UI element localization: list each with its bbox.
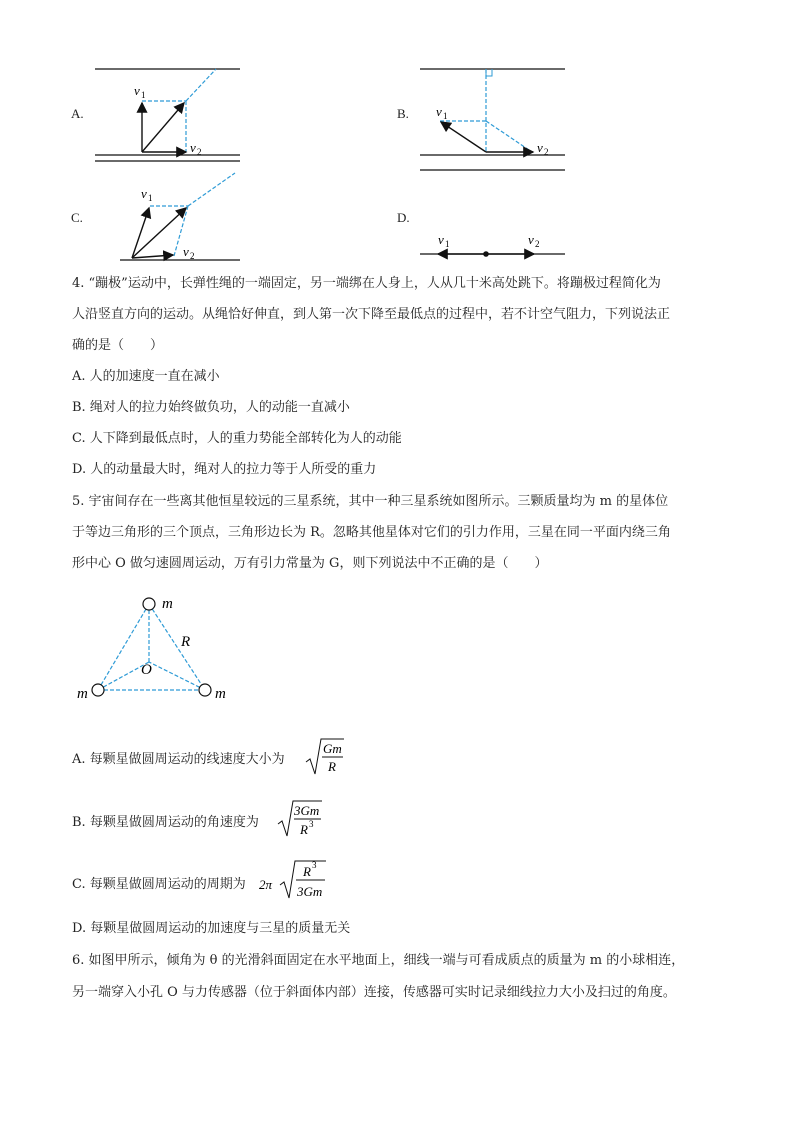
svg-text:3Gm: 3Gm [297, 884, 323, 899]
option-d-label: D. [397, 210, 410, 225]
side-length-label: R [181, 634, 191, 650]
mass-label-left: m [77, 686, 88, 702]
q4-line-2: 人沿竖直方向的运动。从绳恰好伸直，到人第一次下降至最低点的过程中，若不计空气阻力，下列说法正 [72, 307, 671, 322]
figure-c-diagram [90, 168, 250, 268]
svg-text:2: 2 [190, 251, 195, 261]
q5-line-1: 5. 宇宙间存在一些离其他恒星较远的三星系统，其中一种三星系统如图所示。三颗质量均为 m 的星体位 [72, 494, 669, 509]
center-label: O [141, 662, 152, 678]
v2-label: v [528, 232, 534, 247]
svg-text:2: 2 [535, 239, 540, 249]
figure-a-diagram [90, 60, 250, 170]
right-angle-mark-icon [486, 69, 492, 76]
svg-text:R: R [300, 822, 308, 837]
mass-label-right: m [215, 686, 226, 702]
three-star-diagram [70, 590, 240, 705]
q5-line-3: 形中心 O 做匀速圆周运动，万有引力常量为 G，则下列说法中不正确的是（ ） [72, 556, 548, 571]
q5-option-a: A. 每颗星做圆周运动的线速度大小为 [72, 752, 285, 767]
svg-text:2: 2 [544, 147, 549, 157]
svg-text:1: 1 [445, 239, 450, 249]
star-circle-icon [199, 684, 211, 696]
v1-label: v [141, 186, 147, 201]
svg-text:Gm: Gm [323, 741, 342, 756]
q5-option-d: D. 每颗星做圆周运动的加速度与三星的质量无关 [72, 921, 351, 936]
svg-text:1: 1 [148, 193, 153, 203]
q4-option-a: A. 人的加速度一直在减小 [72, 369, 220, 384]
q5-option-b: B. 每颗星做圆周运动的角速度为 [72, 815, 259, 830]
q4-option-c: C. 人下降到最低点时，人的重力势能全部转化为人的动能 [72, 431, 402, 446]
star-circle-icon [92, 684, 104, 696]
v1-label: v [134, 83, 140, 98]
q4-line-1: 4. “蹦极”运动中，长弹性绳的一端固定，另一端绑在人身上，人从几十米高处跳下。将蹦极过程简化为 [72, 276, 661, 291]
option-c-label: C. [71, 210, 83, 225]
q6-line-2: 另一端穿入小孔 O 与力传感器（位于斜面体内部）连接，传感器可实时记录细线拉力大小及扫过的角度。 [72, 985, 676, 1000]
v2-label: v [190, 140, 196, 155]
q5-option-a-formula [304, 736, 346, 778]
option-b-label: B. [397, 106, 409, 121]
svg-text:2: 2 [197, 147, 202, 157]
q4-option-d: D. 人的动量最大时，绳对人的拉力等于人所受的重力 [72, 462, 377, 477]
svg-text:R: R [303, 864, 311, 879]
mass-label-top: m [162, 596, 173, 612]
q6-line-1: 6. 如图甲所示，倾角为 θ 的光滑斜面固定在水平地面上，细线一端与可看成质点的质量为 m 的小球相连， [72, 953, 685, 968]
q5-line-2: 于等边三角形的三个顶点，三角形边长为 R。忽略其他星体对它们的引力作用，三星在同一平面内绕三角 [72, 525, 671, 540]
v2-label: v [183, 244, 189, 259]
q5-option-c: C. 每颗星做圆周运动的周期为 [72, 877, 246, 892]
star-circle-icon [143, 598, 155, 610]
v2-label: v [537, 140, 543, 155]
figure-b-diagram [410, 60, 575, 175]
q5-option-b-formula [276, 798, 324, 840]
q4-line-3: 确的是（ ） [72, 338, 164, 353]
option-a-label: A. [71, 106, 84, 121]
v1-label: v [436, 104, 442, 119]
v1-label: v [438, 232, 444, 247]
svg-text:2π: 2π [259, 877, 273, 892]
figure-d-diagram [410, 222, 575, 262]
q4-option-b: B. 绳对人的拉力始终做负功，人的动能一直减小 [72, 400, 350, 415]
svg-text:1: 1 [443, 111, 448, 121]
svg-text:3: 3 [309, 819, 314, 829]
q5-option-c-formula [258, 858, 330, 902]
svg-text:3: 3 [312, 860, 317, 870]
svg-text:3Gm: 3Gm [294, 803, 320, 818]
svg-text:R: R [328, 759, 336, 774]
svg-text:1: 1 [141, 90, 146, 100]
